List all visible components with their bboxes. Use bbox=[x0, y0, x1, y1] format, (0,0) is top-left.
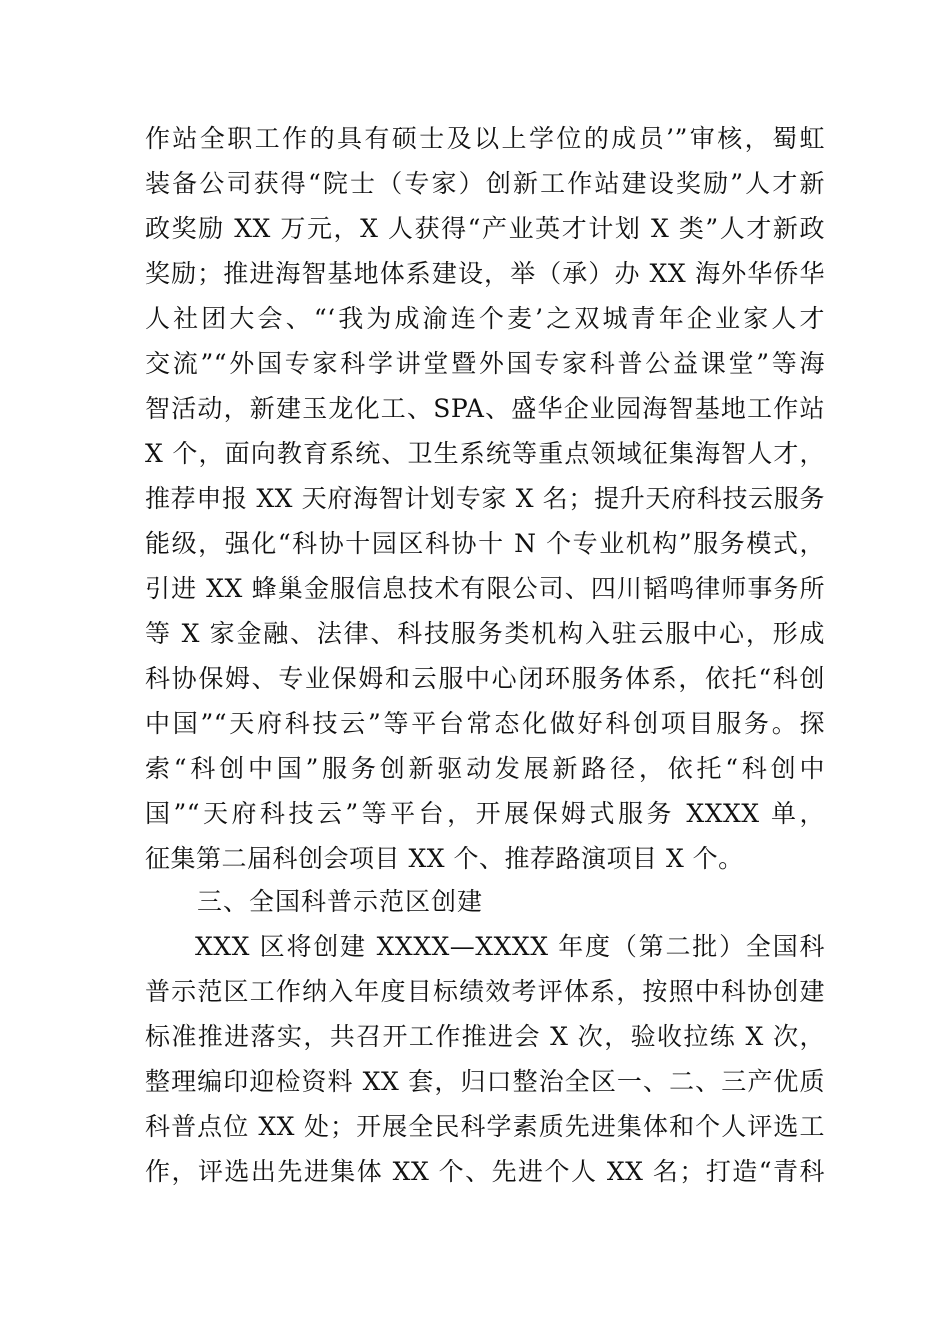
paragraph-line: 科协保姆、专业保姆和云服中心闭环服务体系，依托“科创 bbox=[145, 664, 825, 693]
section-heading: 三、全国科普示范区创建 bbox=[197, 887, 484, 916]
paragraph-line: 智活动，新建玉龙化工、SPA、盛华企业园海智基地工作站 bbox=[145, 394, 825, 423]
paragraph-line: 推荐申报 XX 天府海智计划专家 X 名；提升天府科技云服务 bbox=[145, 484, 825, 513]
paragraph-line: 科普点位 XX 处；开展全民科学素质先进集体和个人评选工 bbox=[145, 1112, 825, 1141]
paragraph-line: 人社团大会、“‘我为成渝连个麦’之双城青年企业家人才 bbox=[145, 304, 825, 333]
paragraph-line: 作，评选出先进集体 XX 个、先进个人 XX 名；打造“青科 bbox=[145, 1157, 825, 1186]
paragraph-line: 能级，强化“科协十园区科协十 N 个专业机构”服务模式， bbox=[145, 529, 825, 558]
paragraph-line: 政奖励 XX 万元，X 人获得“产业英才计划 X 类”人才新政 bbox=[145, 214, 825, 243]
paragraph-line: X 个，面向教育系统、卫生系统等重点领域征集海智人才， bbox=[145, 439, 825, 468]
paragraph-line: 奖励；推进海智基地体系建设，举（承）办 XX 海外华侨华 bbox=[145, 259, 825, 288]
paragraph-line: 装备公司获得“院士（专家）创新工作站建设奖励”人才新 bbox=[145, 169, 825, 198]
paragraph-line: 作站全职工作的具有硕士及以上学位的成员’”审核，蜀虹 bbox=[145, 124, 825, 153]
paragraph-line: 征集第二届科创会项目 XX 个、推荐路演项目 X 个。 bbox=[145, 844, 744, 873]
paragraph-line: XXX 区将创建 XXXX—XXXX 年度（第二批）全国科 bbox=[195, 932, 825, 961]
paragraph-line: 普示范区工作纳入年度目标绩效考评体系，按照中科协创建 bbox=[145, 977, 825, 1006]
paragraph-line: 引进 XX 蜂巢金服信息技术有限公司、四川韬鸣律师事务所 bbox=[145, 574, 825, 603]
paragraph-line: 标准推进落实，共召开工作推进会 X 次，验收拉练 X 次， bbox=[145, 1022, 825, 1051]
paragraph-line: 等 X 家金融、法律、科技服务类机构入驻云服中心，形成 bbox=[145, 619, 825, 648]
paragraph-line: 整理编印迎检资料 XX 套，归口整治全区一、二、三产优质 bbox=[145, 1067, 825, 1096]
paragraph-line: 国”“天府科技云”等平台，开展保姆式服务 XXXX 单， bbox=[145, 799, 825, 828]
paragraph-line: 中国”“天府科技云”等平台常态化做好科创项目服务。探 bbox=[145, 709, 825, 738]
paragraph-line: 交流”“外国专家科学讲堂暨外国专家科普公益课堂”等海 bbox=[145, 349, 825, 378]
paragraph-line: 索“科创中国”服务创新驱动发展新路径，依托“科创中 bbox=[145, 754, 825, 783]
